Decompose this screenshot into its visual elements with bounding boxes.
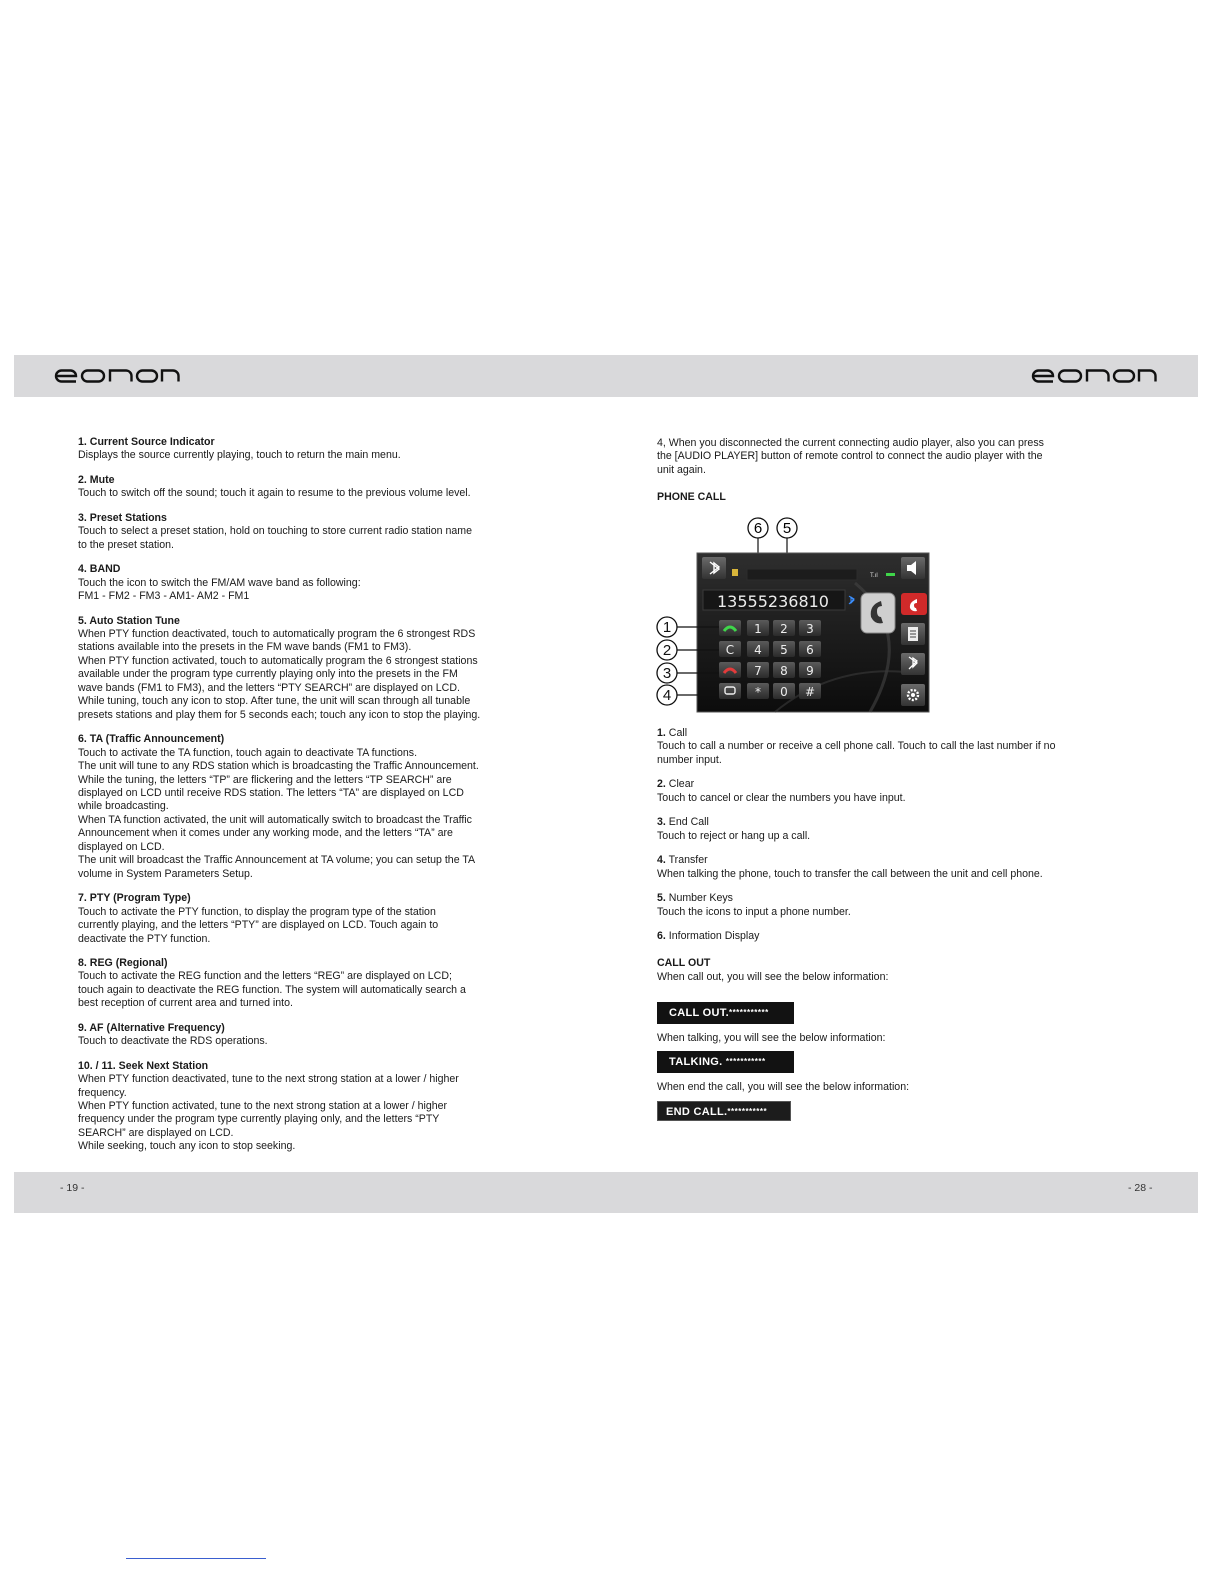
body-line: When call out, you will see the below information: — [657, 970, 889, 983]
body-line: available under the program type currently playing only into the presets in the FM — [78, 668, 458, 681]
body-line: FM1 - FM2 - FM3 - AM1- AM2 - FM1 — [78, 590, 250, 603]
section-heading: 5. Auto Station Tune — [78, 614, 180, 627]
battery-icon — [732, 569, 738, 576]
svg-text:3: 3 — [806, 622, 814, 636]
body-line: Touch to reject or hang up a call. — [657, 829, 811, 842]
body-line: Touch to cancel or clear the numbers you have input. — [657, 791, 906, 804]
call-out-section — [657, 957, 1117, 984]
intro-paragraph — [657, 437, 1117, 477]
svg-text:5: 5 — [782, 520, 792, 537]
body-line: Touch to call a number or receive a cell phone call. Touch to call the last number if no — [657, 740, 1056, 753]
body-line: Touch to activate the TA function, touch again to deactivate TA functions. — [78, 746, 418, 759]
body-line: currently playing, and the letters “PTY” are displayed on LCD. Touch again to — [78, 919, 439, 932]
section-heading: 1. Current Source Indicator — [78, 436, 215, 448]
body-line: Touch the icons to input a phone number. — [657, 905, 851, 918]
call-out-title: CALL OUT — [657, 957, 711, 970]
body-line: Touch the icon to switch the FM/AM wave band as following: — [78, 576, 361, 589]
eonon-logo-right — [1031, 369, 1157, 383]
body-line: Touch to deactivate the RDS operations. — [78, 1035, 268, 1048]
section-auto-station-tune — [78, 615, 536, 723]
phone-screen-illustration — [655, 513, 935, 718]
svg-text:6: 6 — [806, 643, 814, 657]
svg-text:*: * — [755, 685, 761, 699]
section-af — [78, 1022, 536, 1049]
body-line: unit again. — [657, 463, 706, 476]
body-line: volume in System Parameters Setup. — [78, 867, 253, 880]
eonon-logo-left — [54, 369, 180, 383]
link-underline — [126, 1558, 266, 1559]
body-line: SEARCH” are displayed on LCD. — [78, 1126, 234, 1139]
svg-text:T.ıl: T.ıl — [870, 573, 878, 579]
body-line: displayed on LCD until receive RDS station. The letters “TA” are displayed on LCD — [78, 786, 464, 799]
info-display — [747, 569, 857, 580]
section-mute — [78, 474, 536, 501]
transfer-icon[interactable] — [861, 593, 895, 633]
phone-items — [657, 727, 1117, 984]
phone-number-text: 13555236810 — [717, 592, 829, 611]
item-heading: 1. Call — [657, 727, 688, 739]
body-line: wave bands (FM1 to FM3), and the letters “PTY SEARCH” are displayed on LCD. — [78, 681, 460, 694]
body-line: stations available into the presets in the FM wave bands (FM1 to FM3). — [78, 641, 412, 654]
section-pty — [78, 892, 536, 946]
body-line: While seeking, touch any icon to stop seeking. — [78, 1140, 296, 1153]
body-line: best reception of current area and turned into. — [78, 997, 293, 1010]
body-line: the [AUDIO PLAYER] button of remote control to connect the audio player with the — [657, 450, 1043, 463]
page-number-left: - 19 - — [60, 1182, 85, 1194]
item-heading: 4. Transfer — [657, 854, 708, 867]
section-preset-stations — [78, 512, 536, 552]
body-line: When talking, you will see the below information: — [657, 1032, 886, 1044]
section-heading: 6. TA (Traffic Announcement) — [78, 733, 225, 746]
section-heading: 10. / 11. Seek Next Station — [78, 1059, 209, 1072]
svg-text:5: 5 — [780, 643, 788, 657]
section-heading: 7. PTY (Program Type) — [78, 892, 191, 905]
body-line: Touch to activate the PTY function, to display the program type of the station — [78, 905, 436, 918]
body-line: frequency. — [78, 1086, 127, 1099]
body-line: Announcement when it comes under any working mode, and the letters “TA” are — [78, 827, 453, 840]
section-heading: 3. Preset Stations — [78, 511, 167, 524]
svg-text:2: 2 — [780, 622, 788, 636]
item-end-call — [657, 816, 1117, 843]
svg-text:3: 3 — [662, 665, 672, 682]
left-column — [78, 436, 536, 1165]
section-ta — [78, 733, 536, 881]
body-line: When PTY function activated, tune to the next strong station at a lower / higher — [78, 1100, 448, 1113]
body-line: The unit will broadcast the Traffic Announcement at TA volume; you can setup the TA — [78, 854, 476, 867]
body-line: presets stations and play them for 5 seconds each; touch any icon to stop the playing. — [78, 708, 481, 721]
svg-text:0: 0 — [780, 685, 788, 699]
item-information-display — [657, 930, 1117, 943]
svg-text:8: 8 — [780, 664, 788, 678]
section-heading: 8. REG (Regional) — [78, 956, 168, 969]
section-seek-next-station — [78, 1060, 536, 1154]
body-line: 4, When you disconnected the current connecting audio player, also you can press — [657, 437, 1044, 449]
item-transfer — [657, 854, 1117, 881]
phone-call-title: PHONE CALL — [657, 491, 726, 504]
body-line: Touch to activate the REG function and the letters “REG” are displayed on LCD; — [78, 970, 452, 983]
body-line: When PTY function activated, touch to automatically program the 6 strongest stations — [78, 654, 478, 667]
item-heading: 2. Clear — [657, 778, 695, 791]
section-heading: 2. Mute — [78, 473, 115, 486]
section-heading: 4. BAND — [78, 563, 121, 576]
item-clear — [657, 778, 1117, 805]
svg-text:6: 6 — [753, 520, 763, 537]
body-line: Displays the source currently playing, touch to return the main menu. — [78, 449, 401, 462]
item-heading: 3. End Call — [657, 816, 709, 829]
body-line: Touch to switch off the sound; touch it again to resume to the previous volume level. — [78, 487, 471, 500]
body-line: While tuning, touch any icon to stop. After tune, the unit will scan through all tunable — [78, 695, 471, 708]
section-reg — [78, 957, 536, 1011]
page-number-right: - 28 - — [1128, 1182, 1153, 1194]
svg-text:4: 4 — [662, 687, 672, 704]
svg-text:2: 2 — [662, 642, 672, 659]
section-band — [78, 563, 536, 603]
talking-status-box: TALKING. *********** — [657, 1051, 794, 1073]
when-talking-text — [657, 1032, 1117, 1045]
body-line: When end the call, you will see the below information: — [657, 1081, 910, 1093]
item-call — [657, 727, 1117, 767]
item-number-keys — [657, 892, 1117, 919]
svg-text:C: C — [725, 643, 735, 657]
header-band — [14, 355, 1198, 397]
svg-text:#: # — [804, 685, 816, 699]
svg-text:1: 1 — [754, 622, 762, 636]
section-current-source — [78, 436, 536, 463]
body-line: to the preset station. — [78, 538, 174, 551]
body-line: When TA function activated, the unit will automatically switch to broadcast the Traffic — [78, 813, 472, 826]
item-heading: 6. Information Display — [657, 929, 760, 942]
footer-band — [14, 1172, 1198, 1213]
body-line: When PTY function deactivated, touch to automatically program the 6 strongest RDS — [78, 627, 476, 640]
svg-text:9: 9 — [806, 664, 814, 678]
body-line: number input. — [657, 753, 722, 766]
body-line: When talking the phone, touch to transfer the call between the unit and cell phone. — [657, 867, 1043, 880]
body-line: When PTY function deactivated, tune to the next strong station at a lower / higher — [78, 1073, 459, 1086]
signal-bar — [886, 573, 895, 576]
body-line: The unit will tune to any RDS station which is broadcasting the Traffic Announcement. — [78, 760, 479, 773]
body-line: touch again to deactivate the REG function. The system will automatically search a — [78, 983, 466, 996]
body-line: displayed on LCD. — [78, 840, 165, 853]
right-column — [657, 437, 1117, 505]
when-end-text — [657, 1081, 1117, 1094]
svg-text:4: 4 — [754, 643, 762, 657]
transfer-button[interactable] — [719, 683, 741, 699]
body-line: Touch to select a preset station, hold on touching to store current radio station name — [78, 525, 472, 538]
end-call-status-box: END CALL.*********** — [657, 1101, 791, 1121]
body-line: While the tuning, the letters “TP” are flickering and the letters “TP SEARCH” are — [78, 773, 452, 786]
body-line: while broadcasting. — [78, 800, 169, 813]
svg-text:1: 1 — [662, 619, 672, 636]
call-out-status-box: CALL OUT.*********** — [657, 1002, 794, 1024]
body-line: frequency under the program type currently playing only, and the letters “PTY — [78, 1113, 440, 1126]
section-heading: 9. AF (Alternative Frequency) — [78, 1021, 225, 1034]
svg-text:7: 7 — [754, 664, 762, 678]
item-heading: 5. Number Keys — [657, 892, 733, 905]
body-line: deactivate the PTY function. — [78, 932, 211, 945]
